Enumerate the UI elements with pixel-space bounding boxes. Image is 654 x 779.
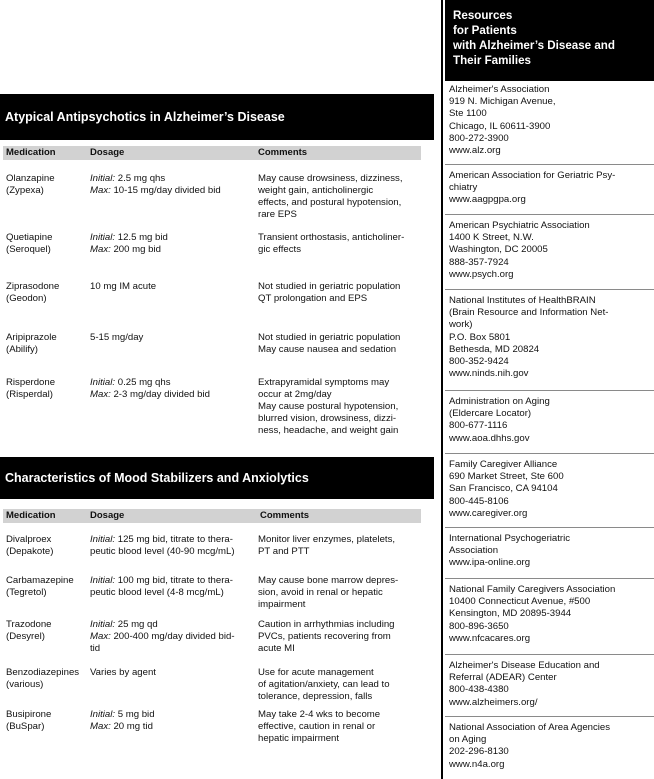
medication-cell: Benzodiazepines (various) — [6, 667, 80, 690]
resource-link[interactable]: www.ninds.nih.gov — [449, 368, 529, 380]
dosage-line — [90, 332, 256, 344]
dosage-line — [90, 619, 256, 631]
resource-entry — [449, 295, 649, 380]
resource-link[interactable]: www.psych.org — [449, 268, 514, 280]
dosage-label: Max: — [90, 244, 111, 255]
resource-entry — [449, 170, 649, 207]
column-divider — [441, 0, 443, 779]
dosage-value: 100 mg bid, titrate to thera- peutic blood level (4-8 mcg/mL) — [90, 575, 233, 598]
resource-link[interactable]: www.caregiver.org — [449, 507, 528, 519]
column-header-medication: Medication — [6, 147, 56, 158]
dosage-line — [90, 389, 256, 401]
resource-line: work) — [449, 319, 473, 331]
medication-cell: Trazodone (Desyrel) — [6, 619, 52, 642]
resource-divider — [445, 654, 654, 655]
comments-cell: Extrapyramidal symptoms may occur at 2mg/day May cause postural hypotension, blurred vision, drowsiness, dizzi- ness, headache, and weight gain — [258, 377, 399, 436]
resource-line: 1400 K Street, N.W. — [449, 232, 534, 244]
mood-table-header — [3, 509, 421, 523]
resource-line: International Psychogeriatric — [449, 533, 571, 544]
medication-cell: Ziprasodone (Geodon) — [6, 281, 60, 304]
column-header-comments: Comments — [260, 510, 310, 521]
dosage-value: 10-15 mg/day divided bid — [110, 185, 221, 196]
resource-line: (Eldercare Locator) — [449, 408, 532, 420]
dosage-label: Initial: — [90, 575, 116, 586]
dosage-cell — [90, 232, 256, 256]
dosage-line — [90, 185, 256, 197]
dosage-value: Varies by agent — [90, 667, 156, 678]
resource-divider — [445, 390, 654, 391]
resource-line: American Psychiatric Association — [449, 220, 590, 231]
medication-cell: Olanzapine (Zypexa) — [6, 173, 55, 196]
resource-line: 690 Market Street, Ste 600 — [449, 471, 564, 483]
medication-cell: Divalproex (Depakote) — [6, 534, 54, 557]
medication-cell: Aripiprazole (Abilify) — [6, 332, 57, 355]
resource-divider — [445, 453, 654, 454]
dosage-value: 10 mg IM acute — [90, 281, 157, 292]
dosage-line — [90, 631, 256, 655]
medication-cell: Quetiapine (Seroquel) — [6, 232, 53, 255]
resource-line: 10400 Connecticut Avenue, #500 — [449, 596, 591, 608]
resource-link[interactable]: www.nfcacares.org — [449, 632, 531, 644]
resource-line: Bethesda, MD 20824 — [449, 343, 540, 355]
dosage-label: Max: — [90, 721, 111, 732]
comments-cell: May cause drowsiness, dizziness, weight gain, anticholinergic effects, and postural hypotension, rare EPS — [258, 173, 403, 220]
dosage-line — [90, 232, 256, 244]
antipsychotics-table-header — [3, 146, 421, 160]
resource-divider — [445, 716, 654, 717]
dosage-cell — [90, 619, 256, 655]
resource-line: Referral (ADEAR) Center — [449, 672, 557, 684]
dosage-line — [90, 281, 256, 293]
resource-line: Washington, DC 20005 — [449, 244, 548, 256]
resource-line: 800-677-1116 — [449, 420, 508, 432]
dosage-value: 0.25 mg qhs — [115, 377, 171, 388]
comments-cell: Transient orthostasis, anticholiner- gic effects — [258, 232, 405, 255]
resource-line: Alzheimer's Association — [449, 84, 550, 95]
dosage-cell — [90, 173, 256, 197]
resource-line: (Brain Resource and Information Net- — [449, 307, 609, 319]
dosage-value: 125 mg bid, titrate to thera- peutic blood level (40-90 mcg/mL) — [90, 534, 235, 557]
resource-divider — [445, 527, 654, 528]
mood-stabilizers-title: Characteristics of Mood Stabilizers and Anxiolytics — [0, 457, 434, 499]
resource-entry — [449, 220, 649, 281]
column-header-medication: Medication — [6, 510, 56, 521]
resource-line: Ste 1100 — [449, 108, 487, 120]
resource-line: 800-445-8106 — [449, 495, 509, 507]
dosage-cell — [90, 534, 256, 558]
dosage-line — [90, 377, 256, 389]
resource-link[interactable]: www.aagpgpa.org — [449, 194, 526, 206]
dosage-value: 5 mg bid — [115, 709, 155, 720]
dosage-label: Initial: — [90, 173, 116, 184]
dosage-label: Initial: — [90, 619, 116, 630]
dosage-line — [90, 667, 256, 679]
resource-entry — [449, 660, 649, 709]
dosage-value: 200-400 mg/day divided bid- tid — [90, 631, 235, 654]
comments-cell: Caution in arrhythmias including PVCs, patients recovering from acute MI — [258, 619, 395, 654]
resource-line: 800-352-9424 — [449, 356, 509, 368]
dosage-cell — [90, 377, 256, 401]
resource-divider — [445, 164, 654, 165]
comments-cell: Use for acute management of agitation/anxiety, can lead to tolerance, depression, falls — [258, 667, 390, 702]
resource-divider — [445, 214, 654, 215]
dosage-value: 200 mg bid — [110, 244, 161, 255]
medication-cell: Risperdone (Risperdal) — [6, 377, 56, 400]
resource-line: 800-272-3900 — [449, 132, 509, 144]
dosage-line — [90, 575, 256, 599]
resource-entry — [449, 722, 649, 771]
resource-line: American Association for Geriatric Psy- — [449, 170, 616, 181]
dosage-cell — [90, 709, 256, 733]
dosage-label: Initial: — [90, 709, 116, 720]
resource-line: 800-896-3650 — [449, 620, 509, 632]
resource-entry — [449, 533, 649, 570]
resource-entry — [449, 396, 649, 445]
resource-line: National Institutes of HealthBRAIN — [449, 295, 596, 306]
resource-link[interactable]: www.alzheimers.org/ — [449, 696, 538, 708]
resource-line: chiatry — [449, 182, 478, 194]
comments-cell: Not studied in geriatric population QT prolongation and EPS — [258, 281, 401, 304]
resource-line: Family Caregiver Alliance — [449, 459, 558, 470]
dosage-line — [90, 534, 256, 558]
resources-title: Resources for Patients with Alzheimer’s Disease and Their Families — [445, 0, 654, 81]
resource-line: San Francisco, CA 94104 — [449, 483, 558, 495]
resource-line: Kensington, MD 20895-3944 — [449, 608, 572, 620]
resource-line: Chicago, IL 60611-3900 — [449, 120, 551, 132]
resource-line: Association — [449, 545, 499, 557]
resource-line: 888-357-7924 — [449, 256, 509, 268]
dosage-label: Initial: — [90, 377, 116, 388]
dosage-label: Initial: — [90, 534, 116, 545]
dosage-line — [90, 709, 256, 721]
resource-entry — [449, 584, 649, 645]
dosage-label: Max: — [90, 389, 111, 400]
dosage-line — [90, 244, 256, 256]
dosage-label: Initial: — [90, 232, 116, 243]
resource-line: Administration on Aging — [449, 396, 550, 407]
comments-cell: Not studied in geriatric population May cause nausea and sedation — [258, 332, 401, 355]
dosage-value: 2.5 mg qhs — [115, 173, 166, 184]
dosage-line — [90, 721, 256, 733]
dosage-cell — [90, 332, 256, 344]
resource-line: 919 N. Michigan Avenue, — [449, 96, 556, 108]
dosage-value: 25 mg qd — [115, 619, 158, 630]
column-header-dosage: Dosage — [90, 147, 125, 158]
resource-entry — [449, 459, 649, 520]
resource-line: 800-438-4380 — [449, 684, 509, 696]
resource-line: P.O. Box 5801 — [449, 331, 511, 343]
resource-divider — [445, 578, 654, 579]
dosage-cell — [90, 281, 256, 293]
resource-line: 202-296-8130 — [449, 746, 509, 758]
dosage-cell — [90, 667, 256, 679]
resource-link[interactable]: www.n4a.org — [449, 758, 505, 770]
column-header-dosage: Dosage — [90, 510, 125, 521]
dosage-value: 5-15 mg/day — [90, 332, 144, 343]
resource-link[interactable]: www.alz.org — [449, 145, 501, 157]
resource-line: National Association of Area Agencies — [449, 722, 611, 733]
comments-cell: Monitor liver enzymes, platelets, PT and PTT — [258, 534, 396, 557]
comments-cell: May cause bone marrow depres- sion, avoid in renal or hepatic impairment — [258, 575, 399, 610]
resource-line: Alzheimer's Disease Education and — [449, 660, 600, 671]
dosage-label: Max: — [90, 185, 111, 196]
medication-cell: Busipirone (BuSpar) — [6, 709, 52, 732]
resource-line: National Family Caregivers Association — [449, 584, 616, 595]
resource-link[interactable]: www.aoa.dhhs.gov — [449, 432, 530, 444]
dosage-label: Max: — [90, 631, 111, 642]
antipsychotics-title: Atypical Antipsychotics in Alzheimer’s Disease — [0, 94, 434, 140]
dosage-value: 12.5 mg bid — [115, 232, 168, 243]
resource-entry — [449, 84, 649, 157]
comments-cell: May take 2-4 wks to become effective, caution in renal or hepatic impairment — [258, 709, 381, 744]
dosage-cell — [90, 575, 256, 599]
resource-line: on Aging — [449, 734, 487, 746]
dosage-value: 2-3 mg/day divided bid — [110, 389, 210, 400]
dosage-value: 20 mg tid — [110, 721, 153, 732]
resource-divider — [445, 289, 654, 290]
resource-link[interactable]: www.ipa-online.org — [449, 557, 531, 569]
medication-cell: Carbamazepine (Tegretol) — [6, 575, 74, 598]
dosage-line — [90, 173, 256, 185]
column-header-comments: Comments — [258, 147, 308, 158]
